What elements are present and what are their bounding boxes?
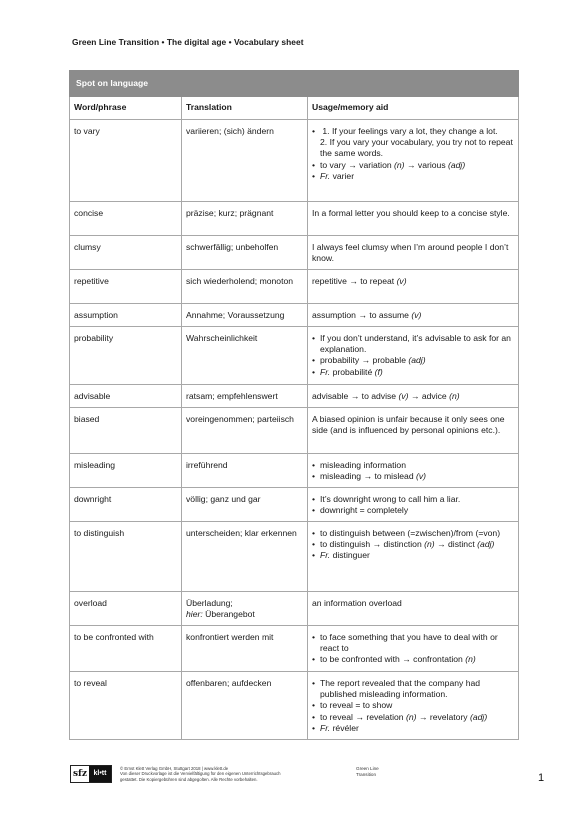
translation-cell: präzise; kurz; prägnant xyxy=(182,202,308,236)
usage-cell xyxy=(308,488,519,522)
usage-numbered-item xyxy=(312,137,514,159)
usage-bullet xyxy=(312,712,514,723)
usage-text: to vary → variation xyxy=(320,159,395,170)
usage-cell: In a formal letter you should keep to a concise style. xyxy=(308,202,519,236)
word-class: (v) xyxy=(398,391,409,401)
usage-bullet: • If you don’t understand, it’s advisable to ask for an explanation. xyxy=(312,333,514,355)
translation-text: Überangebot xyxy=(202,609,255,620)
series-line: Transition xyxy=(356,771,376,777)
usage-bullet: • The report revealed that the company had published misleading information. xyxy=(312,678,514,700)
word-cell: assumption xyxy=(70,304,182,327)
translation-cell: offenbaren; aufdecken xyxy=(182,672,308,740)
page-number: 1 xyxy=(538,772,545,784)
table-row xyxy=(70,454,519,488)
usage-bullet xyxy=(312,723,514,734)
translation-cell: völlig; ganz und gar xyxy=(182,488,308,522)
copyright-line: © Ernst Klett Verlag GmbH, Stuttgart 2018 | www.klett.de xyxy=(120,766,229,771)
table-row xyxy=(70,236,519,270)
usage-text: misleading → to mislead xyxy=(320,471,417,482)
word-cell: biased xyxy=(70,408,182,454)
usage-text: révéler xyxy=(330,722,359,733)
word-class: (adj) xyxy=(448,159,466,170)
translation-cell: ratsam; empfehlenswert xyxy=(182,385,308,408)
usage-text: to reveal → revelation xyxy=(320,711,406,722)
usage-text: → advice xyxy=(408,391,450,401)
column-header-usage: Usage/memory aid xyxy=(308,97,519,120)
publisher-logo xyxy=(70,765,112,783)
word-cell: to be confronted with xyxy=(70,626,182,672)
translation-cell: konfrontiert werden mit xyxy=(182,626,308,672)
word-cell: repetitive xyxy=(70,270,182,304)
usage-bullet: • downright = completely xyxy=(312,505,514,516)
usage-bullet xyxy=(312,367,514,378)
usage-cell: I always feel clumsy when I’m around people I don’t know. xyxy=(308,236,519,270)
table-row xyxy=(70,270,519,304)
word-class: (adj) xyxy=(470,711,488,722)
usage-cell: A biased opinion is unfair because it only sees one side (and is influenced by personal opinions etc.). xyxy=(308,408,519,454)
usage-cell: an information overload xyxy=(308,592,519,626)
copyright-notice xyxy=(120,766,330,782)
usage-text: If you vary your vocabulary, you try not to repeat the same words. xyxy=(320,137,513,159)
table-row xyxy=(70,522,519,592)
page-title: Green Line Transition • The digital age • Vocabulary sheet xyxy=(72,37,304,47)
copyright-line: gestattet. Die Kopiergebühren sind abgegolten. Alle Rechte vorbehalten. xyxy=(120,776,258,782)
word-class: (adj) xyxy=(477,539,495,550)
translation-cell: unterscheiden; klar erkennen xyxy=(182,522,308,592)
usage-text: advisable → to advise xyxy=(312,391,399,401)
translation-cell xyxy=(182,592,308,626)
word-class: (adj) xyxy=(408,355,426,366)
table-row xyxy=(70,202,519,236)
usage-text: → various xyxy=(404,159,449,170)
usage-cell xyxy=(308,672,519,740)
usage-text: probabilité xyxy=(330,366,375,377)
section-header-row xyxy=(70,71,519,97)
word-class: (v) xyxy=(396,276,407,286)
translation-cell: schwerfällig; unbeholfen xyxy=(182,236,308,270)
table-row xyxy=(70,385,519,408)
usage-bullet: • misleading information xyxy=(312,460,514,471)
word-class: (n) xyxy=(405,711,417,722)
word-cell: clumsy xyxy=(70,236,182,270)
usage-text: distinguer xyxy=(330,550,370,561)
usage-text: → revelatory xyxy=(416,711,470,722)
usage-text: → distinct xyxy=(434,539,478,550)
usage-text: to be confronted with → confrontation xyxy=(320,654,466,665)
table-row xyxy=(70,327,519,385)
word-class: (n) xyxy=(465,654,476,665)
language-label: Fr. xyxy=(320,550,331,561)
table-row xyxy=(70,672,519,740)
usage-cell xyxy=(308,626,519,672)
translation-cell: Wahrscheinlichkeit xyxy=(182,327,308,385)
word-cell: misleading xyxy=(70,454,182,488)
translation-text: Überladung; xyxy=(186,598,233,608)
table-row xyxy=(70,304,519,327)
usage-cell xyxy=(308,270,519,304)
column-header-word: Word/phrase xyxy=(70,97,182,120)
usage-text: If your feelings vary a lot, they change a lot. xyxy=(331,126,498,136)
usage-cell xyxy=(308,522,519,592)
table-row xyxy=(70,626,519,672)
usage-bullet: • to face something that you have to deal with or react to xyxy=(312,632,514,654)
word-cell: advisable xyxy=(70,385,182,408)
usage-bullet xyxy=(312,654,514,665)
column-header-row xyxy=(70,97,519,120)
vocabulary-table xyxy=(69,70,519,740)
usage-bullet xyxy=(312,550,514,561)
usage-bullet xyxy=(312,126,514,137)
list-number: 1. xyxy=(322,126,330,136)
translation-cell: Annahme; Voraussetzung xyxy=(182,304,308,327)
usage-cell xyxy=(308,304,519,327)
usage-bullet xyxy=(312,355,514,366)
usage-bullet xyxy=(312,171,514,182)
usage-text: to distinguish → distinction xyxy=(320,539,425,550)
translation-cell: variieren; (sich) ändern xyxy=(182,120,308,202)
usage-bullet xyxy=(312,539,514,550)
word-cell: downright xyxy=(70,488,182,522)
logo-mark-left: sfz xyxy=(71,766,89,782)
translation-cell: irreführend xyxy=(182,454,308,488)
word-class: (n) xyxy=(394,159,405,170)
table-row xyxy=(70,408,519,454)
copyright-line: Von dieser Druckvorlage ist die Vervielfältigung für den eigenen Unterrichtsgebrauch xyxy=(120,771,281,777)
usage-cell xyxy=(308,385,519,408)
word-cell: concise xyxy=(70,202,182,236)
series-line: Green Line xyxy=(356,766,379,771)
language-label: Fr. xyxy=(320,170,331,181)
usage-bullet: • to distinguish between (=zwischen)/from (=von) xyxy=(312,528,514,539)
context-label: hier: xyxy=(186,609,203,620)
language-label: Fr. xyxy=(320,366,331,377)
word-cell: probability xyxy=(70,327,182,385)
usage-bullet: • It’s downright wrong to call him a liar. xyxy=(312,494,514,505)
translation-cell: sich wiederholend; monoton xyxy=(182,270,308,304)
word-class: (v) xyxy=(416,471,427,482)
word-cell: overload xyxy=(70,592,182,626)
word-class: (n) xyxy=(449,391,460,401)
word-cell: to vary xyxy=(70,120,182,202)
translation-cell: voreingenommen; parteiisch xyxy=(182,408,308,454)
usage-text: repetitive → to repeat xyxy=(312,276,397,286)
usage-cell xyxy=(308,120,519,202)
table-row xyxy=(70,120,519,202)
word-class: (v) xyxy=(411,310,422,320)
word-cell: to distinguish xyxy=(70,522,182,592)
usage-cell xyxy=(308,454,519,488)
usage-text: assumption → to assume xyxy=(312,310,412,320)
usage-text: probability → probable xyxy=(320,355,409,366)
word-cell: to reveal xyxy=(70,672,182,740)
table-row xyxy=(70,592,519,626)
section-title: Spot on language xyxy=(70,71,519,97)
usage-bullet xyxy=(312,160,514,171)
usage-bullet xyxy=(312,471,514,482)
column-header-translation: Translation xyxy=(182,97,308,120)
series-label xyxy=(356,766,379,777)
logo-mark-right: kl•tt xyxy=(89,766,111,782)
language-label: Fr. xyxy=(320,722,331,733)
usage-bullet: • to reveal = to show xyxy=(312,700,514,711)
word-class: (n) xyxy=(424,539,435,550)
usage-cell xyxy=(308,327,519,385)
table-row xyxy=(70,488,519,522)
usage-text: varier xyxy=(330,170,355,181)
word-class: (f) xyxy=(374,366,383,377)
list-number: 2. xyxy=(320,137,328,148)
